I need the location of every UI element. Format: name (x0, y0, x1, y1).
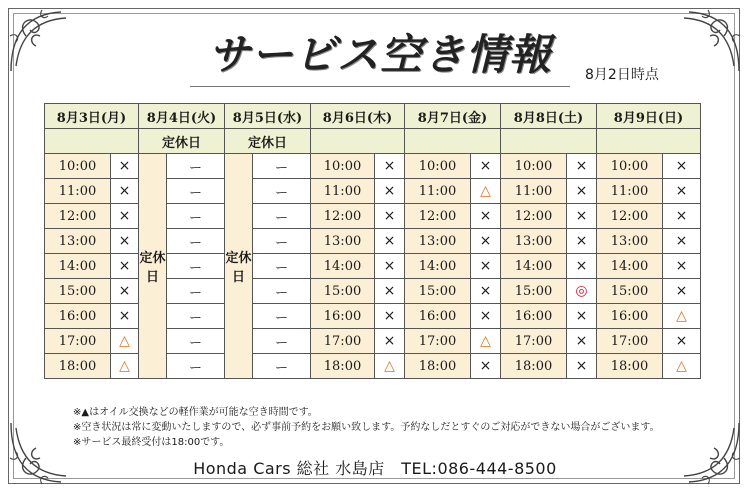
day-header: 8月6日(木) (311, 104, 405, 129)
time-cell: 14:00 (405, 254, 471, 279)
time-cell: 13:00 (597, 229, 663, 254)
availability-mark: △ (471, 179, 501, 204)
time-cell: 12:00 (45, 204, 111, 229)
day-header: 8月5日(水) (225, 104, 311, 129)
blank-cell (45, 129, 139, 154)
availability-mark: × (471, 204, 501, 229)
time-cell: 12:00 (311, 204, 375, 229)
note-item: ※サービス最終受付は18:00です。 (73, 437, 230, 448)
note-item: ※空き状況は常に変動いたしますので、必ず事前予約をお願い致します。予約なしだとすぐのご対応ができない場合がございます。 (73, 422, 660, 433)
availability-mark: × (663, 254, 701, 279)
dash-cell: ー (167, 154, 225, 179)
time-cell: 17:00 (405, 329, 471, 354)
dash-cell: ー (253, 154, 311, 179)
availability-mark: × (111, 254, 139, 279)
blank-cell (405, 129, 501, 154)
time-cell: 17:00 (597, 329, 663, 354)
time-cell: 11:00 (501, 179, 567, 204)
time-cell: 16:00 (45, 304, 111, 329)
time-cell: 14:00 (597, 254, 663, 279)
title-underline (190, 86, 570, 87)
time-cell: 11:00 (311, 179, 375, 204)
availability-mark: × (375, 254, 405, 279)
dash-cell: ー (253, 179, 311, 204)
blank-cell (311, 129, 405, 154)
time-cell: 11:00 (405, 179, 471, 204)
availability-mark: × (567, 179, 597, 204)
time-cell: 14:00 (501, 254, 567, 279)
availability-mark: △ (375, 354, 405, 379)
day-header: 8月3日(月) (45, 104, 139, 129)
availability-mark: × (663, 204, 701, 229)
dash-cell: ー (167, 279, 225, 304)
availability-mark: × (375, 304, 405, 329)
blank-cell (597, 129, 701, 154)
availability-mark: × (471, 229, 501, 254)
time-cell: 18:00 (45, 354, 111, 379)
closed-day-cell: 定休日 (225, 154, 253, 379)
availability-mark: × (111, 304, 139, 329)
availability-mark: ◎ (567, 279, 597, 304)
time-cell: 17:00 (45, 329, 111, 354)
availability-mark: × (471, 304, 501, 329)
page-title: サービス空き情報 (207, 30, 552, 79)
dash-cell: ー (253, 229, 311, 254)
time-cell: 14:00 (311, 254, 375, 279)
availability-mark: △ (663, 354, 701, 379)
availability-mark: × (111, 179, 139, 204)
day-header: 8月4日(火) (139, 104, 225, 129)
time-cell: 10:00 (45, 154, 111, 179)
time-slot-row (45, 154, 701, 179)
availability-mark: △ (111, 354, 139, 379)
availability-mark: × (471, 154, 501, 179)
time-cell: 10:00 (311, 154, 375, 179)
store-footer: Honda Cars 総社 水島店 TEL:086-444-8500 (193, 459, 557, 478)
time-cell: 13:00 (501, 229, 567, 254)
time-cell: 18:00 (405, 354, 471, 379)
availability-mark: × (111, 229, 139, 254)
dash-cell: ー (253, 354, 311, 379)
availability-mark: × (567, 154, 597, 179)
time-cell: 18:00 (501, 354, 567, 379)
time-cell: 17:00 (501, 329, 567, 354)
availability-mark: × (375, 154, 405, 179)
day-header: 8月8日(土) (501, 104, 597, 129)
dash-cell: ー (167, 204, 225, 229)
time-cell: 10:00 (597, 154, 663, 179)
time-cell: 14:00 (45, 254, 111, 279)
note-item: ※▲はオイル交換などの軽作業が可能な空き時間です。 (73, 407, 318, 418)
availability-mark: × (375, 179, 405, 204)
availability-mark: × (111, 279, 139, 304)
dash-cell: ー (167, 304, 225, 329)
availability-mark: × (567, 304, 597, 329)
availability-mark: × (375, 204, 405, 229)
day-header-row (45, 104, 701, 129)
dash-cell: ー (253, 204, 311, 229)
time-cell: 12:00 (405, 204, 471, 229)
corner-ornament-icon (674, 6, 744, 76)
time-cell: 16:00 (405, 304, 471, 329)
time-cell: 18:00 (597, 354, 663, 379)
availability-mark: × (567, 254, 597, 279)
time-cell: 13:00 (45, 229, 111, 254)
closed-day-label: 定休日 (139, 129, 225, 154)
availability-mark: △ (663, 304, 701, 329)
dash-cell: ー (167, 229, 225, 254)
availability-mark: × (471, 354, 501, 379)
dash-cell: ー (253, 279, 311, 304)
dash-cell: ー (253, 329, 311, 354)
notes (73, 405, 660, 450)
dash-cell: ー (167, 254, 225, 279)
time-cell: 16:00 (501, 304, 567, 329)
availability-mark: × (471, 254, 501, 279)
availability-mark: × (567, 329, 597, 354)
time-cell: 17:00 (311, 329, 375, 354)
dash-cell: ー (253, 304, 311, 329)
availability-mark: △ (471, 329, 501, 354)
time-cell: 15:00 (311, 279, 375, 304)
time-cell: 11:00 (45, 179, 111, 204)
time-cell: 12:00 (501, 204, 567, 229)
time-cell: 12:00 (597, 204, 663, 229)
availability-mark: △ (111, 329, 139, 354)
availability-mark: × (567, 229, 597, 254)
availability-mark: × (663, 329, 701, 354)
availability-mark: × (663, 279, 701, 304)
time-cell: 10:00 (405, 154, 471, 179)
blank-cell (501, 129, 597, 154)
availability-mark: × (663, 179, 701, 204)
closed-day-label: 定休日 (225, 129, 311, 154)
availability-table (44, 103, 701, 379)
availability-mark: × (567, 204, 597, 229)
time-cell: 18:00 (311, 354, 375, 379)
day-header: 8月9日(日) (597, 104, 701, 129)
availability-mark: × (375, 279, 405, 304)
time-cell: 15:00 (45, 279, 111, 304)
time-cell: 15:00 (405, 279, 471, 304)
availability-mark: × (567, 354, 597, 379)
availability-mark: × (111, 204, 139, 229)
dash-cell: ー (167, 179, 225, 204)
availability-mark: × (375, 329, 405, 354)
availability-mark: × (663, 229, 701, 254)
time-cell: 16:00 (597, 304, 663, 329)
time-cell: 10:00 (501, 154, 567, 179)
closed-label-row (45, 129, 701, 154)
day-header: 8月7日(金) (405, 104, 501, 129)
time-cell: 16:00 (311, 304, 375, 329)
availability-mark: × (471, 279, 501, 304)
time-cell: 15:00 (597, 279, 663, 304)
closed-day-cell: 定休日 (139, 154, 167, 379)
availability-mark: × (111, 154, 139, 179)
time-cell: 13:00 (405, 229, 471, 254)
time-cell: 15:00 (501, 279, 567, 304)
dash-cell: ー (167, 329, 225, 354)
corner-ornament-icon (6, 6, 76, 76)
dash-cell: ー (253, 254, 311, 279)
availability-mark: × (663, 154, 701, 179)
dash-cell: ー (167, 354, 225, 379)
availability-mark: × (375, 229, 405, 254)
as-of-date: 8月2日時点 (585, 67, 659, 83)
time-cell: 13:00 (311, 229, 375, 254)
time-cell: 11:00 (597, 179, 663, 204)
